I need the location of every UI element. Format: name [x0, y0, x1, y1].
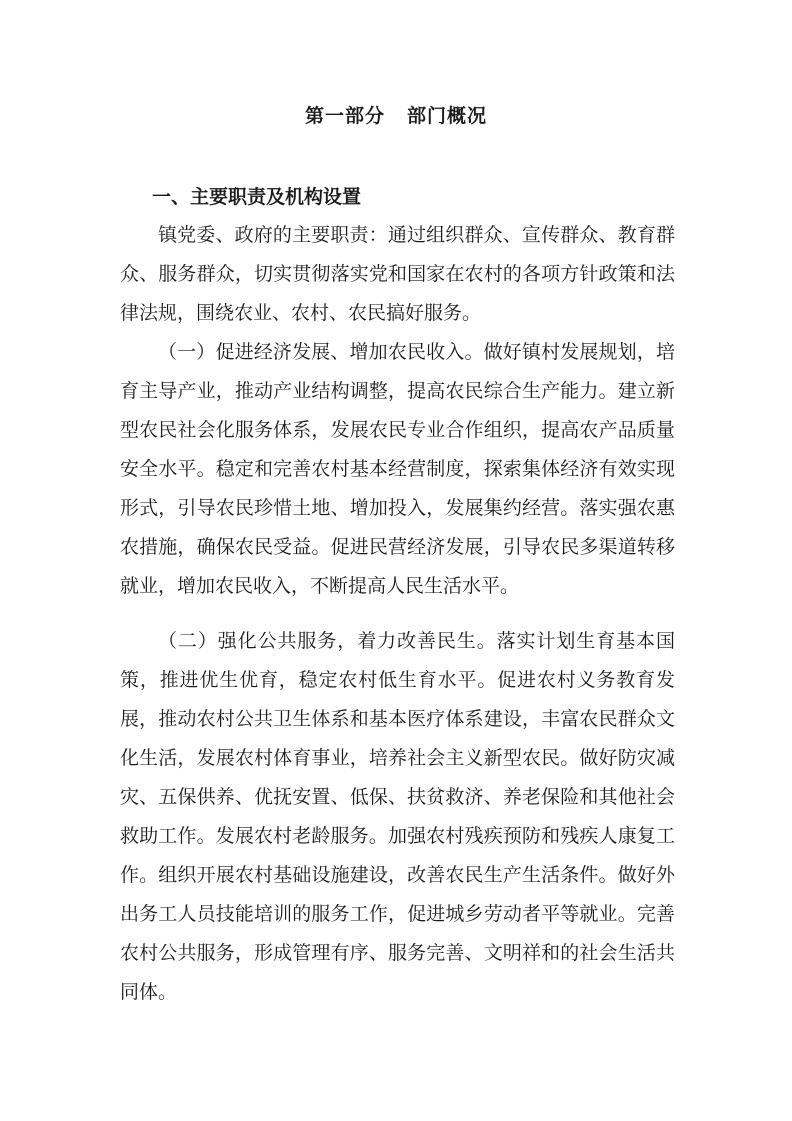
page-title: [0, 100, 792, 132]
paragraph-lead: （一）促进经济发展、增加农民收入。: [158, 341, 484, 363]
paragraph-text: 做好镇村发展规划，培育主导产业，推动产业结构调整，提高农民综合生产能力。建立新型农民社会化服务体系，发展农民专业合作组织，提高农产品质量安全水平。稳定和完善农村基本经营制度，探索集体经济有效实现形式，引导农民珍惜土地、增加投入，发展集约经营。落实强农惠农措施，确保农民受益。促进民营经济发展，引导农民多渠道转移就业，增加农民收入，不断提高人民生活水平。: [120, 341, 675, 597]
paragraph-economy: [120, 333, 675, 606]
section-heading: 一、主要职责及机构设置: [152, 186, 362, 208]
title-part: 第一部分: [304, 105, 385, 127]
paragraph-duties: [120, 216, 675, 333]
paragraph-public-service: [120, 622, 675, 1012]
paragraph-lead: （二）强化公共服务，着力改善民生。: [158, 630, 497, 652]
paragraph-text: 落实计划生育基本国策，推进优生优育，稳定农村低生育水平。促进农村义务教育发展，推动农村公共卫生体系和基本医疗体系建设，丰富农民群众文化生活，发展农村体育事业，培养社会主义新型农民。做好防灾减灾、五保供养、优抚安置、低保、扶贫救济、养老保险和其他社会救助工作。发展农村老龄服务。加强农村残疾预防和残疾人康复工作。组织开展农村基础设施建设，改善农民生产生活条件。做好外出务工人员技能培训的服务工作，促进城乡劳动者平等就业。完善农村公共服务，形成管理有序、服务完善、文明祥和的社会生活共同体。: [120, 630, 675, 1003]
title-name: 部门概况: [407, 105, 488, 127]
paragraph-text: 镇党委、政府的主要职责：通过组织群众、宣传群众、教育群众、服务群众，切实贯彻落实党和国家在农村的各项方针政策和法律法规，围绕农业、农村、农民搞好服务。: [120, 224, 675, 324]
